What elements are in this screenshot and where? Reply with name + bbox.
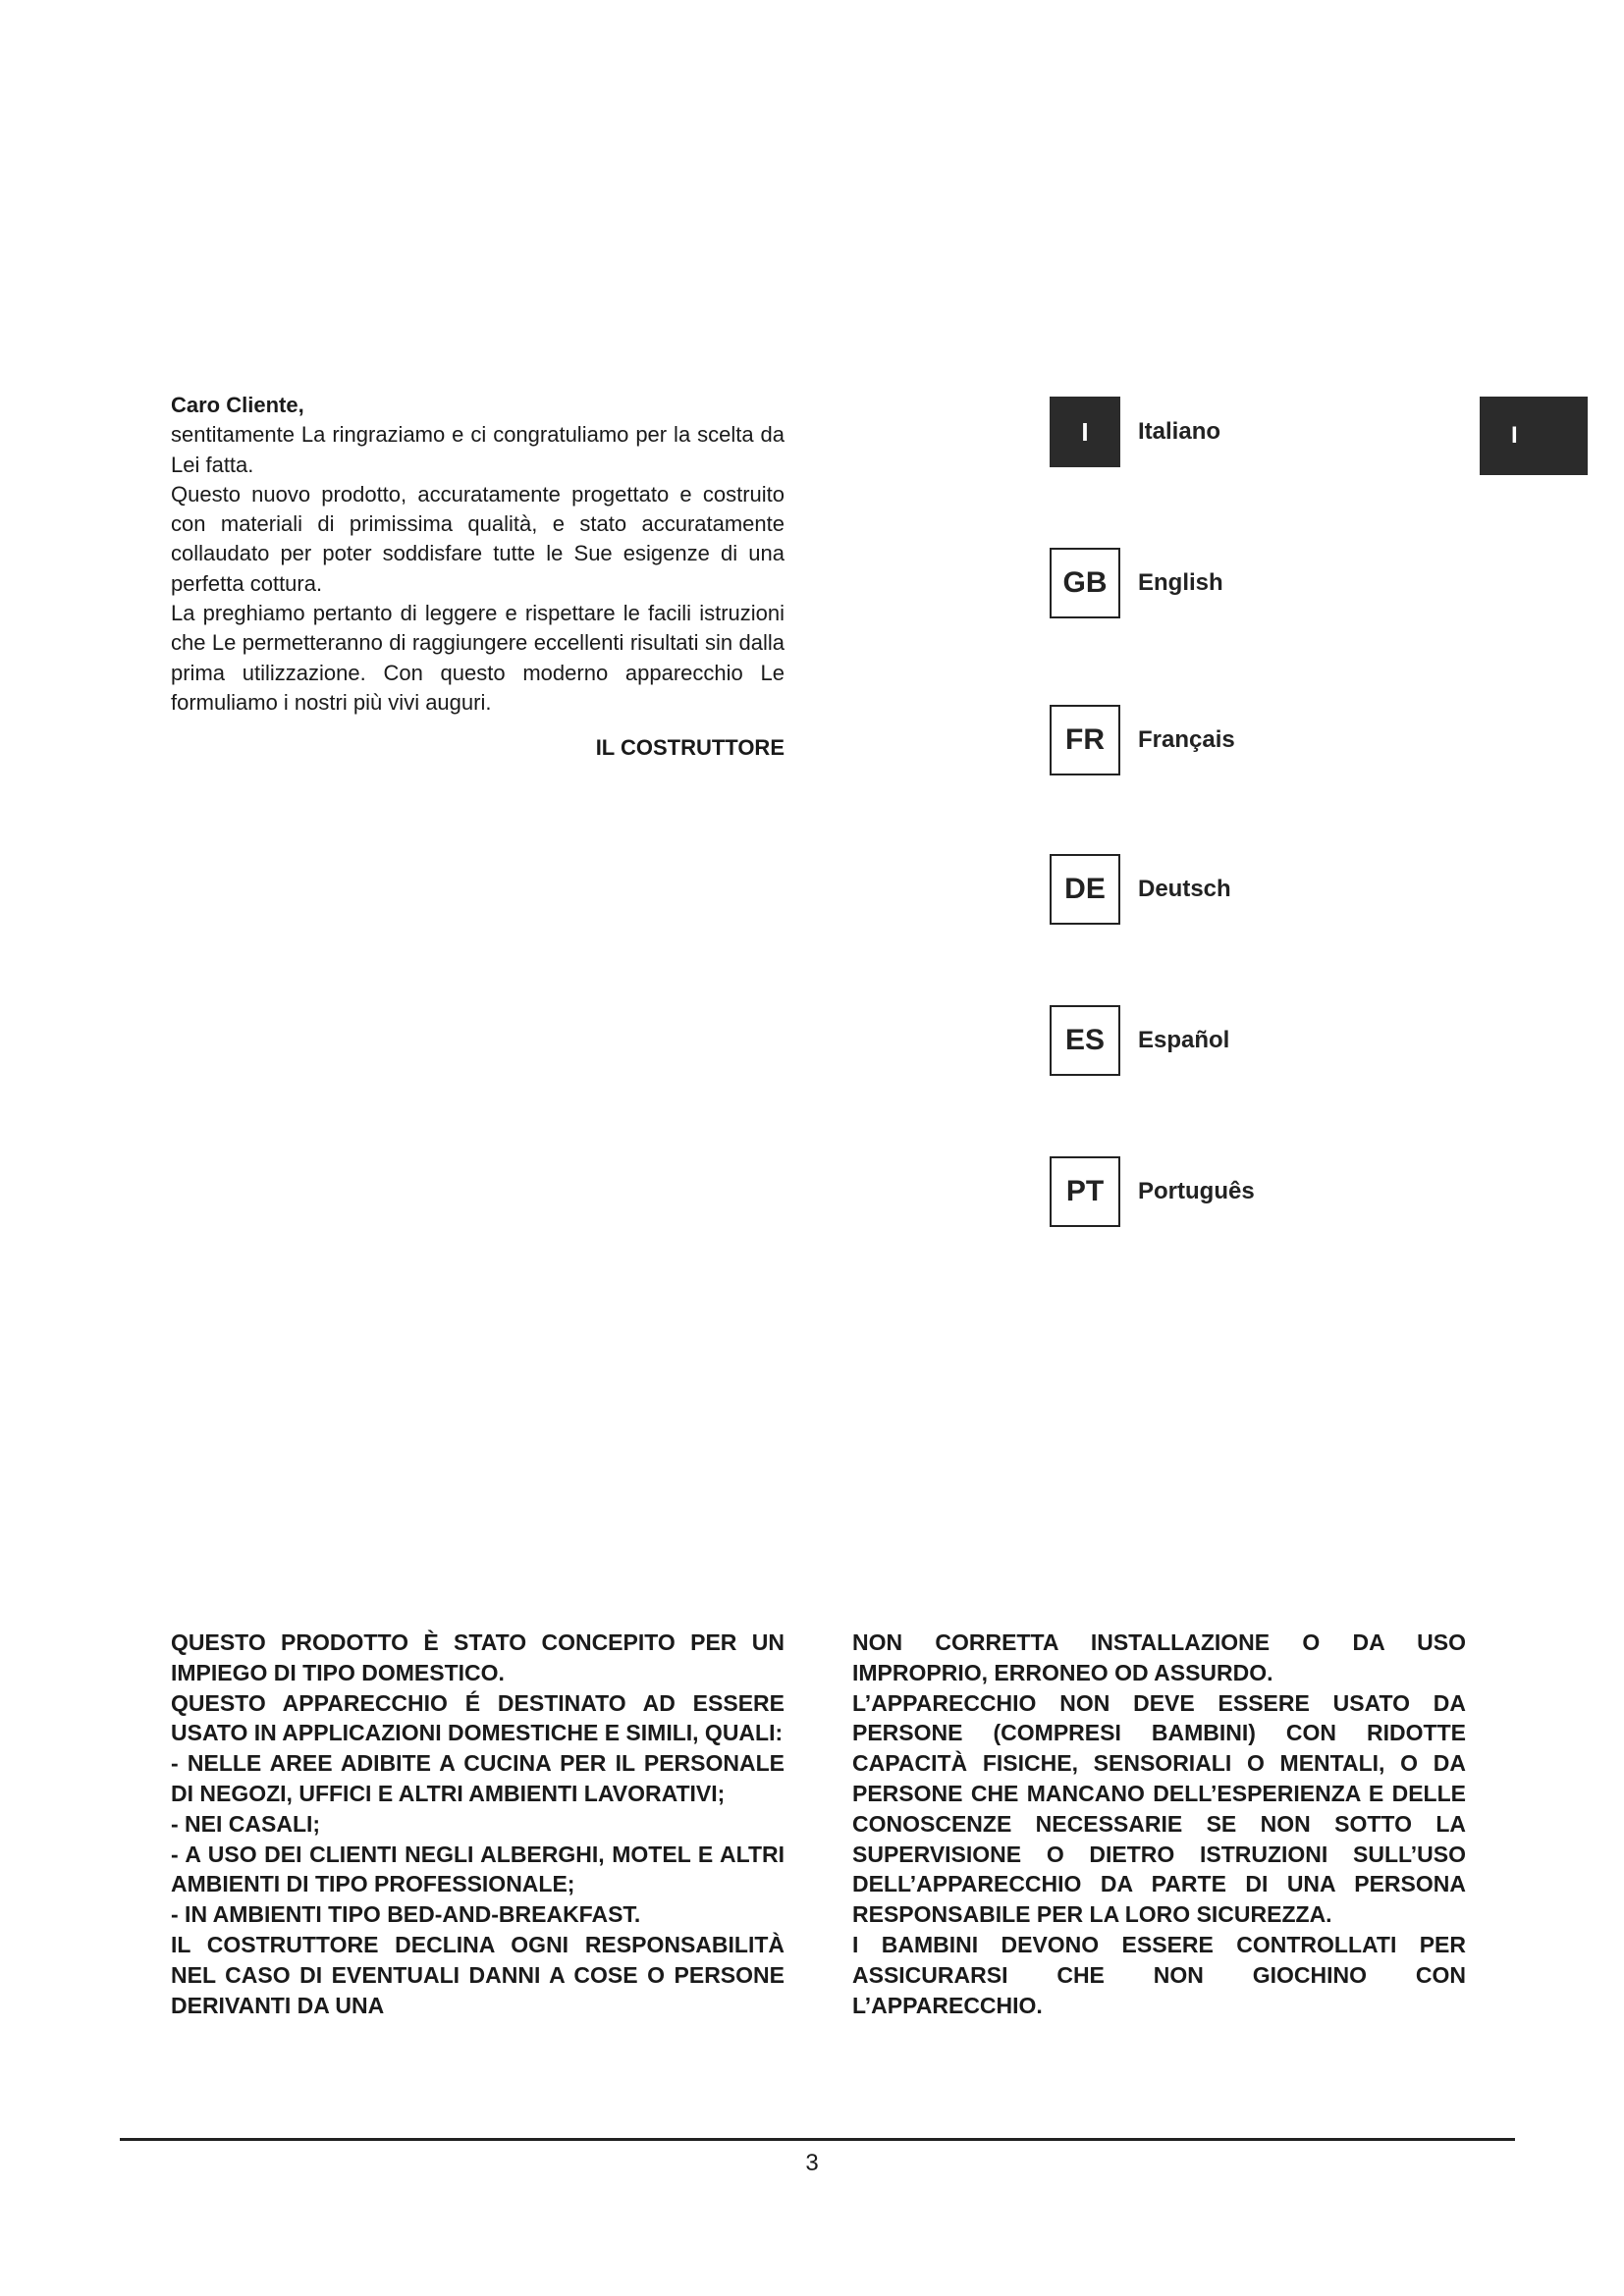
safety-warning-left	[171, 1628, 785, 2020]
warning-paragraph: I BAMBINI DEVONO ESSERE CONTROLLATI PER ASSICURARSI CHE NON GIOCHINO CON L’APPARECCHIO.	[852, 1931, 1466, 2018]
language-item-espanol[interactable]	[1050, 1005, 1229, 1076]
warning-paragraph: L’APPARECCHIO NON DEVE ESSERE USATO DA PERSONE (COMPRESI BAMBINI) CON RIDOTTE CAPACITÀ FISICHE, SENSORIALI O MENTALI, O DA PERSONE CHE MANCANO DELL’ESPERIENZA E DELLE CONOSCENZE NECESSARIE SE NON SOTTO LA SUPERVISIONE O DIETRO ISTRUZIONI SULL’USO DELL’APPARECCHIO DA PARTE DI UNA PERSONA RESPONSABILE PER LA LORO SICUREZZA.	[852, 1689, 1466, 1928]
intro-paragraph: La preghiamo pertanto di leggere e rispettare le facili istruzioni che Le permetteranno di raggiungere eccellenti risultati sin dalla prima utilizzazione. Con questo moderno apparecchio Le formuliamo i nostri più vivi auguri.	[171, 601, 785, 715]
language-name: Português	[1138, 1178, 1255, 1204]
language-code: I	[1050, 397, 1120, 467]
intro-paragraph: sentitamente La ringraziamo e ci congratuliamo per la scelta da Lei fatta.	[171, 422, 785, 477]
language-code: PT	[1050, 1156, 1120, 1227]
language-item-english[interactable]	[1050, 548, 1223, 618]
section-tab-italiano: I	[1480, 397, 1588, 475]
language-code: DE	[1050, 854, 1120, 925]
language-item-deutsch[interactable]	[1050, 854, 1231, 925]
footer-divider	[120, 2138, 1515, 2141]
safety-warning-right	[852, 1628, 1466, 2020]
language-code: GB	[1050, 548, 1120, 618]
warning-paragraph: - IN AMBIENTI TIPO BED-AND-BREAKFAST.	[171, 1901, 641, 1928]
language-name: Deutsch	[1138, 876, 1231, 902]
page-number: 3	[805, 2150, 819, 2176]
intro-paragraph: Questo nuovo prodotto, accuratamente progettato e costruito con materiali di primissima qualità, e stato accuratamente collaudato per poter soddisfare tutte le Sue esigenze di una perfetta cottura.	[171, 481, 785, 596]
language-name: Français	[1138, 726, 1235, 753]
warning-paragraph: - NELLE AREE ADIBITE A CUCINA PER IL PERSONALE DI NEGOZI, UFFICI E ALTRI AMBIENTI LAVORATIVI;	[171, 1750, 785, 1806]
signature: IL COSTRUTTORE	[595, 735, 785, 761]
language-name: Español	[1138, 1027, 1230, 1053]
warning-paragraph: IL COSTRUTTORE DECLINA OGNI RESPONSABILITÀ NEL CASO DI EVENTUALI DANNI A COSE O PERSONE DERIVANTI DA UNA	[171, 1931, 785, 2018]
language-item-italiano[interactable]	[1050, 397, 1220, 467]
intro-letter	[171, 391, 785, 764]
language-code: ES	[1050, 1005, 1120, 1076]
language-item-portugues[interactable]	[1050, 1156, 1255, 1227]
warning-paragraph: QUESTO APPARECCHIO É DESTINATO AD ESSERE USATO IN APPLICAZIONI DOMESTICHE E SIMILI, QUALI:	[171, 1689, 785, 1746]
language-code: FR	[1050, 705, 1120, 775]
greeting: Caro Cliente,	[171, 393, 304, 417]
warning-paragraph: - NEI CASALI;	[171, 1810, 321, 1837]
warning-paragraph: QUESTO PRODOTTO È STATO CONCEPITO PER UN IMPIEGO DI TIPO DOMESTICO.	[171, 1629, 785, 1685]
warning-paragraph: NON CORRETTA INSTALLAZIONE O DA USO IMPROPRIO, ERRONEO OD ASSURDO.	[852, 1629, 1466, 1685]
language-item-francais[interactable]	[1050, 705, 1235, 775]
language-name: Italiano	[1138, 418, 1221, 445]
language-name: English	[1138, 569, 1223, 596]
warning-paragraph: - A USO DEI CLIENTI NEGLI ALBERGHI, MOTEL E ALTRI AMBIENTI DI TIPO PROFESSIONALE;	[171, 1841, 785, 1897]
